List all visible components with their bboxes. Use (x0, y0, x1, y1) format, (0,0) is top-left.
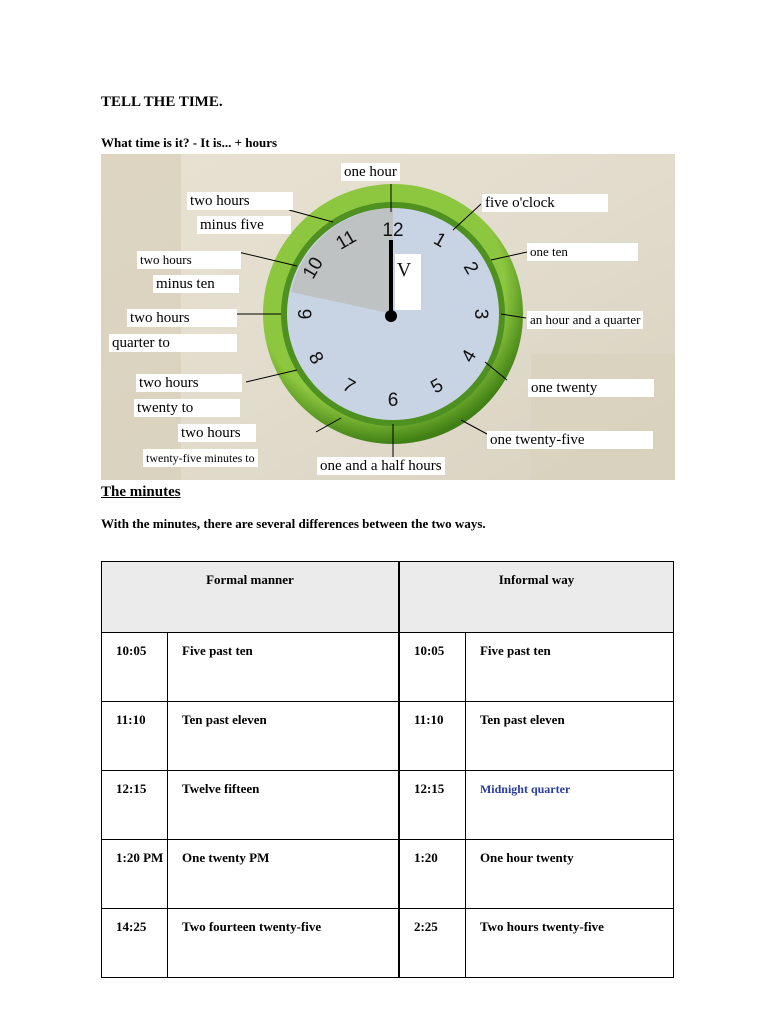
numeral-9: 9 (293, 308, 314, 320)
time-comparison-table (101, 561, 674, 978)
label-two-hours-a: two hours (187, 192, 293, 210)
numeral-5: 5 (427, 374, 448, 399)
label-five-oclock: five o'clock (482, 194, 608, 212)
label-one-twenty-five: one twenty-five (487, 431, 653, 449)
page-subtitle: What time is it? - It is... + hours (101, 135, 278, 150)
label-two-hours-d: two hours (136, 374, 242, 392)
numeral-10: 10 (299, 253, 328, 283)
formal-time: 1:20 PM (102, 840, 168, 909)
formal-time: 14:25 (102, 909, 168, 978)
numeral-3: 3 (470, 308, 491, 320)
numeral-8: 8 (303, 348, 328, 369)
formal-text: One twenty PM (168, 840, 399, 909)
formal-text: Twelve fifteen (168, 771, 399, 840)
table-row (102, 909, 674, 978)
informal-text: Five past ten (465, 633, 673, 702)
numeral-7: 7 (338, 374, 359, 399)
label-hour-and-quarter: an hour and a quarter (527, 311, 643, 329)
label-two-hours-c: two hours (127, 309, 237, 327)
label-one-hour: one hour (341, 163, 400, 181)
informal-time: 10:05 (399, 633, 466, 702)
numeral-6: 6 (387, 390, 399, 411)
clock-figure (101, 154, 675, 480)
header-informal: Informal way (399, 562, 674, 633)
section-heading: The minutes (101, 484, 181, 500)
numeral-11: 11 (332, 226, 361, 255)
table-row (102, 633, 674, 702)
label-minus-five: minus five (197, 216, 291, 234)
formal-time: 11:10 (102, 702, 168, 771)
label-two-hours-b: two hours (137, 251, 241, 269)
informal-text (465, 771, 673, 840)
background-band (531, 354, 675, 480)
label-twenty-to: twenty to (134, 399, 240, 417)
formal-text: Ten past eleven (168, 702, 399, 771)
label-one-twenty: one twenty (528, 379, 654, 397)
table-row (102, 840, 674, 909)
informal-text: Two hours twenty-five (465, 909, 673, 978)
page-title: TELL THE TIME. (101, 94, 223, 110)
table-row (102, 771, 674, 840)
face-mark: V (396, 259, 412, 281)
numeral-2: 2 (458, 258, 483, 279)
label-one-and-half: one and a half hours (317, 457, 445, 475)
formal-text: Two fourteen twenty-five (168, 909, 399, 978)
label-twenty-five-to: twenty-five minutes to (143, 449, 258, 467)
informal-time: 2:25 (399, 909, 466, 978)
formal-time: 10:05 (102, 633, 168, 702)
header-formal: Formal manner (102, 562, 399, 633)
label-two-hours-e: two hours (178, 424, 256, 442)
table-row (102, 702, 674, 771)
formal-text: Five past ten (168, 633, 399, 702)
numeral-1: 1 (429, 228, 450, 253)
informal-time: 12:15 (399, 771, 466, 840)
informal-time: 11:10 (399, 702, 466, 771)
table-header-row (102, 562, 674, 633)
hand-pivot (385, 310, 397, 322)
label-minus-ten: minus ten (153, 275, 239, 293)
intro-text: With the minutes, there are several differences between the two ways. (101, 516, 486, 531)
informal-time: 1:20 (399, 840, 466, 909)
label-one-ten: one ten (527, 243, 638, 261)
label-quarter-to: quarter to (109, 334, 237, 352)
informal-text: Ten past eleven (465, 702, 673, 771)
formal-time: 12:15 (102, 771, 168, 840)
numeral-4: 4 (457, 346, 482, 367)
informal-text: One hour twenty (465, 840, 673, 909)
numeral-12: 12 (382, 220, 404, 241)
informal-text-highlight: Midnight quarter (479, 782, 571, 796)
